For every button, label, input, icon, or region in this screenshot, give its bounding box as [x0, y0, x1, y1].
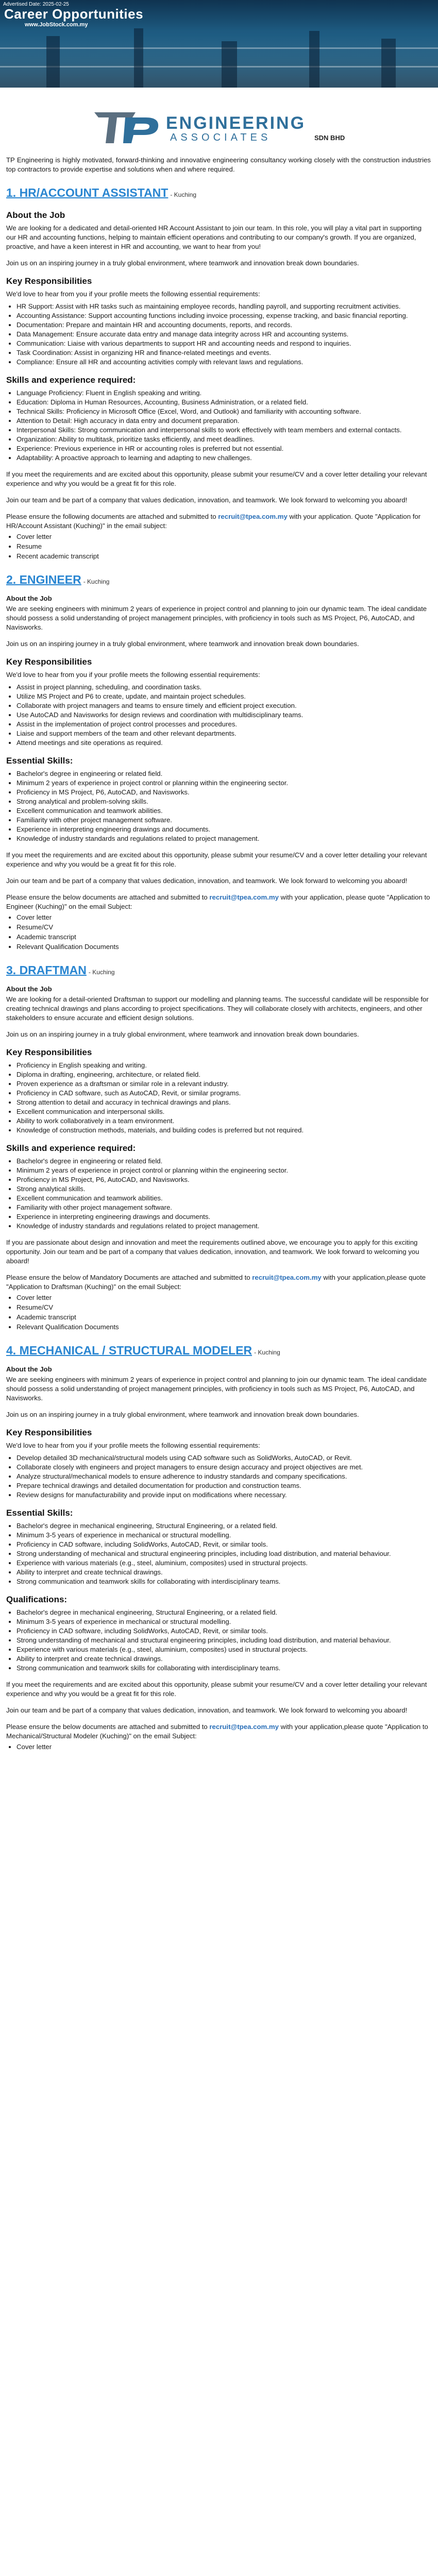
list-item: • Accounting Assistance: Support accounting functions including invoice processing, expense tracking, and basic financial reporting.	[16, 311, 431, 320]
skills-list	[6, 388, 431, 463]
list-item: • Academic transcript	[16, 1312, 431, 1322]
company-logo	[0, 112, 438, 143]
list-item: • Excellent communication and teamwork abilities.	[16, 1194, 431, 1203]
job-location: - Kuching	[83, 578, 110, 585]
brand-logo	[4, 6, 143, 22]
list-item: • Strong communication and teamwork skills for collaborating with interdisciplinary teams.	[16, 1664, 431, 1673]
job-title-text: 3. DRAFTMAN	[6, 963, 87, 977]
list-item: • Resume/CV	[16, 922, 431, 932]
job-section-3	[6, 963, 431, 1332]
apply-text: If you meet the requirements and are excited about this opportunity, please submit your resume/CV and a cover letter detailing your relevant experience and why you would be a great fit for this role.	[6, 470, 427, 487]
list-item: • Excellent communication and teamwork abilities.	[16, 806, 431, 816]
join-text: Join us on an inspiring journey in a truly global environment, where teamwork and innovation break down boundaries.	[6, 1411, 359, 1418]
job-title-text: 2. ENGINEER	[6, 573, 81, 586]
company-name-top: ENGINEERING	[166, 113, 306, 133]
list-item: • Resume/CV	[16, 1302, 431, 1312]
list-item: • Education: Diploma in Human Resources, Accounting, Business Administration, or a related field.	[16, 398, 431, 407]
responsibilities-heading: Key Responsibilities	[6, 276, 92, 286]
job-location: - Kuching	[88, 969, 115, 976]
about-text: We are looking for a detail-oriented Draftsman to support our modelling and planning teams. The successful candidate will be responsible for creating technical drawings and plans according to project specifications. They will collaborate closely with architects, engineers, and other stakeholders to ensure accurate and efficient design solutions.	[6, 995, 429, 1022]
list-item: • Interpersonal Skills: Strong communication and interpersonal skills to work effectively with team members and external contacts.	[16, 426, 431, 435]
about-text: We are seeking engineers with minimum 2 years of experience in project control and planning to join our dynamic team. The ideal candidate should possess a solid understanding of project management principles, with proficiency in tools such as MS Project, P6, AutoCAD, and Navisworks.	[6, 605, 427, 631]
list-item: • Proficiency in CAD software, such as AutoCAD, Revit, or similar programs.	[16, 1089, 431, 1098]
list-item: • Experience with various materials (e.g., steel, aluminium, composites) used in structural projects.	[16, 1558, 431, 1568]
about-heading: About the Job	[6, 985, 52, 993]
advertised-date: Advertised Date: 2025-02-25	[3, 2, 69, 7]
docs-intro-a: Please ensure the below documents are attached and submitted to	[6, 1723, 210, 1731]
list-item: • Strong understanding of mechanical and structural engineering principles, including load distribution, and material behaviour.	[16, 1549, 431, 1558]
list-item: • Liaise and support members of the team and other relevant departments.	[16, 729, 431, 738]
skills-heading: Essential Skills:	[6, 1508, 73, 1518]
recruit-email-link[interactable]: recruit@tpea.com.my	[218, 513, 288, 520]
list-item: • Bachelor's degree in engineering or related field.	[16, 769, 431, 778]
job-section-1	[6, 185, 431, 561]
list-item: • Relevant Qualification Documents	[16, 942, 431, 952]
list-item: • Prepare technical drawings and detailed documentation for production and construction teams.	[16, 1481, 431, 1490]
list-item: • Bachelor's degree in mechanical engineering, Structural Engineering, or a related field.	[16, 1608, 431, 1617]
list-item: • Experience in interpreting engineering drawings and documents.	[16, 825, 431, 834]
join-text: Join us on an inspiring journey in a truly global environment, where teamwork and innovation break down boundaries.	[6, 1030, 359, 1038]
skills-list	[6, 1157, 431, 1231]
job-section-4	[6, 1343, 431, 1752]
list-item: • Utilize MS Project and P6 to create, update, and maintain project schedules.	[16, 692, 431, 701]
list-item: • Proficiency in CAD software, including SolidWorks, AutoCAD, Revit, or similar tools.	[16, 1540, 431, 1549]
responsibilities-intro: We'd love to hear from you if your profile meets the following essential requirements:	[6, 290, 260, 298]
list-item: • Collaborate with project managers and teams to ensure timely and efficient project execution.	[16, 701, 431, 710]
list-item: • Compliance: Ensure all HR and accounting activities comply with relevant laws and regulations.	[16, 358, 431, 367]
recruit-email-link[interactable]: recruit@tpea.com.my	[209, 893, 279, 901]
job-section-2	[6, 572, 431, 952]
list-item: • Knowledge of industry standards and regulations related to project management.	[16, 1222, 431, 1231]
list-item: • Relevant Qualification Documents	[16, 1322, 431, 1332]
list-item: • Ability to interpret and create technical drawings.	[16, 1568, 431, 1577]
brand-url: www.JobStock.com.my	[25, 22, 88, 28]
about-heading: About the Job	[6, 210, 65, 220]
list-item: • Ability to work collaboratively in a team environment.	[16, 1116, 431, 1126]
list-item: • Strong communication and teamwork skills for collaborating with interdisciplinary teams.	[16, 1577, 431, 1586]
job-title	[6, 572, 431, 589]
list-item: • Ability to interpret and create technical drawings.	[16, 1654, 431, 1664]
list-item: • Minimum 2 years of experience in project control or planning within the engineering sector.	[16, 1166, 431, 1175]
skills-heading: Essential Skills:	[6, 756, 73, 766]
list-item: • Cover letter	[16, 1293, 431, 1302]
responsibilities-list	[6, 302, 431, 367]
list-item: • Proven experience as a draftsman or similar role in a relevant industry.	[16, 1079, 431, 1089]
join-text: Join us on an inspiring journey in a truly global environment, where teamwork and innovation break down boundaries.	[6, 640, 359, 648]
content	[6, 156, 431, 1759]
list-item: • Strong analytical skills.	[16, 1184, 431, 1194]
brand-word-opportunities: Opportunities	[52, 6, 144, 22]
apply-text: If you meet the requirements and are excited about this opportunity, please submit your resume/CV and a cover letter detailing your relevant experience and why you would be a great fit for this role.	[6, 1681, 427, 1698]
docs-intro-b: with your application. Quote "Application for HR/Account Assistant (Kuching)" in the email subject:	[6, 513, 421, 530]
team-text: Join our team and be part of a company that values dedication, innovation, and teamwork. We look forward to welcoming you aboard!	[6, 1706, 408, 1714]
qualifications-list	[6, 1608, 431, 1673]
job-location: - Kuching	[170, 191, 197, 198]
list-item: • Minimum 2 years of experience in project control or planning within the engineering sector.	[16, 778, 431, 788]
list-item: • Develop detailed 3D mechanical/structural models using CAD software such as SolidWorks, AutoCAD, or Revit.	[16, 1453, 431, 1463]
join-text: Join us on an inspiring journey in a truly global environment, where teamwork and innovation break down boundaries.	[6, 259, 359, 267]
team-text: Join our team and be part of a company that values dedication, innovation, and teamwork. We look forward to welcoming you aboard!	[6, 877, 408, 885]
brand-word-career: Career	[4, 6, 48, 22]
skills-heading: Skills and experience required:	[6, 375, 136, 385]
list-item: • Communication: Liaise with various departments to support HR and accounting needs and respond to inquiries.	[16, 339, 431, 348]
list-item: • Strong analytical and problem-solving skills.	[16, 797, 431, 806]
list-item: • Familiarity with other project management software.	[16, 816, 431, 825]
list-item: • Academic transcript	[16, 932, 431, 942]
list-item: • Use AutoCAD and Navisworks for design reviews and coordination with multidisciplinary teams.	[16, 710, 431, 720]
list-item: • Bachelor's degree in engineering or related field.	[16, 1157, 431, 1166]
about-heading: About the Job	[6, 595, 52, 602]
list-item: • Experience with various materials (e.g., steel, aluminium, composites) used in structural projects.	[16, 1645, 431, 1654]
apply-text: If you meet the requirements and are excited about this opportunity, please submit your resume/CV and a cover letter detailing your relevant experience and why you would be a great fit for this role.	[6, 851, 427, 868]
list-item: • Proficiency in English speaking and writing.	[16, 1061, 431, 1070]
docs-intro-a: Please ensure the below of Mandatory Documents are attached and submitted to	[6, 1274, 252, 1281]
list-item: • Diploma in drafting, engineering, architecture, or related field.	[16, 1070, 431, 1079]
list-item: • Experience in interpreting engineering drawings and documents.	[16, 1212, 431, 1222]
responsibilities-intro: We'd love to hear from you if your profile meets the following essential requirements:	[6, 1442, 260, 1449]
docs-intro-b: with your application,please quote "Application to Mechanical/Structural Modeler (Kuching)" on the email Subject:	[6, 1723, 428, 1740]
list-item: • Strong understanding of mechanical and structural engineering principles, including load distribution, and material behaviour.	[16, 1636, 431, 1645]
list-item: • Minimum 3-5 years of experience in mechanical or structural modelling.	[16, 1531, 431, 1540]
list-item: • Excellent communication and interpersonal skills.	[16, 1107, 431, 1116]
list-item: • Assist in project planning, scheduling, and coordination tasks.	[16, 683, 431, 692]
list-item: • Task Coordination: Assist in organizing HR and finance-related meetings and events.	[16, 348, 431, 358]
list-item: • Technical Skills: Proficiency in Microsoft Office (Excel, Word, and Outlook) and familiarity with accounting software.	[16, 407, 431, 416]
responsibilities-heading: Key Responsibilities	[6, 1428, 92, 1437]
list-item: • Cover letter	[16, 912, 431, 922]
list-item: • Proficiency in MS Project, P6, AutoCAD, and Navisworks.	[16, 1175, 431, 1184]
responsibilities-heading: Key Responsibilities	[6, 1047, 92, 1057]
job-title-text: 1. HR/ACCOUNT ASSISTANT	[6, 186, 169, 199]
list-item: • Cover letter	[16, 1742, 431, 1752]
list-item: • Data Management: Ensure accurate data entry and manage data integrity across HR and accounting systems.	[16, 330, 431, 339]
list-item: • Review designs for manufacturability and provide input on modifications where necessary.	[16, 1490, 431, 1500]
about-text: We are seeking engineers with minimum 2 years of experience in project control and planning to join our dynamic team. The ideal candidate should possess a solid understanding of project management principles, with proficiency in tools such as MS Project, P6, AutoCAD, and Navisworks.	[6, 1376, 427, 1402]
list-item: • Assist in the implementation of project control processes and procedures.	[16, 720, 431, 729]
recruit-email-link[interactable]: recruit@tpea.com.my	[252, 1274, 322, 1281]
responsibilities-heading: Key Responsibilities	[6, 657, 92, 667]
company-intro: TP Engineering is highly motivated, forward-thinking and innovative engineering consultancy working closely with the construction industries top contractors to provide expertise and solutions when and where required.	[6, 156, 431, 173]
docs-intro-a: Please ensure the below documents are attached and submitted to	[6, 893, 210, 901]
list-item: • Collaborate closely with engineers and project managers to ensure design accuracy and project objectives are met.	[16, 1463, 431, 1472]
recruit-email-link[interactable]: recruit@tpea.com.my	[209, 1723, 279, 1731]
list-item: • HR Support: Assist with HR tasks such as maintaining employee records, handling payroll, and supporting recruitment activities.	[16, 302, 431, 311]
list-item: • Proficiency in MS Project, P6, AutoCAD, and Navisworks.	[16, 788, 431, 797]
list-item: • Analyze structural/mechanical models to ensure adherence to industry standards and company specifications.	[16, 1472, 431, 1481]
docs-intro	[6, 512, 431, 531]
apply-text: If you are passionate about design and innovation and meet the requirements outlined above, we encourage you to apply for this exciting opportunity. Join our team and be part of a company that values dedication, innovation, and teamwork. We look forward to welcoming you aboard!	[6, 1239, 419, 1265]
list-item: • Attend meetings and site operations as required.	[16, 738, 431, 748]
responsibilities-list	[6, 1453, 431, 1500]
documents-list	[6, 532, 431, 561]
list-item: • Knowledge of construction methods, materials, and building codes is preferred but not required.	[16, 1126, 431, 1135]
responsibilities-list	[6, 1061, 431, 1135]
list-item: • Bachelor's degree in mechanical engineering, Structural Engineering, or a related field.	[16, 1521, 431, 1531]
about-heading: About the Job	[6, 1365, 52, 1373]
company-suffix: SDN BHD	[314, 134, 345, 142]
documents-list	[6, 1293, 431, 1332]
list-item: • Language Proficiency: Fluent in English speaking and writing.	[16, 388, 431, 398]
job-title	[6, 185, 431, 202]
documents-list	[6, 1742, 431, 1752]
docs-intro-b: with your application,please quote "Application to Draftsman (Kuching)" on the email Subject:	[6, 1274, 426, 1291]
skills-list	[6, 769, 431, 843]
list-item: • Strong attention to detail and accuracy in technical drawings and plans.	[16, 1098, 431, 1107]
team-text: Join our team and be part of a company that values dedication, innovation, and teamwork. We look forward to welcoming you aboard!	[6, 496, 408, 504]
qualifications-heading: Qualifications:	[6, 1595, 68, 1604]
list-item: • Minimum 3-5 years of experience in mechanical or structural modelling.	[16, 1617, 431, 1626]
job-location: - Kuching	[254, 1349, 280, 1356]
docs-intro	[6, 1722, 431, 1741]
list-item: • Proficiency in CAD software, including SolidWorks, AutoCAD, Revit, or similar tools.	[16, 1626, 431, 1636]
list-item: • Familiarity with other project management software.	[16, 1203, 431, 1212]
docs-intro	[6, 893, 431, 911]
job-title	[6, 1343, 431, 1360]
list-item: • Cover letter	[16, 532, 431, 541]
documents-list	[6, 912, 431, 952]
list-item: • Documentation: Prepare and maintain HR and accounting documents, reports, and records.	[16, 320, 431, 330]
company-name-bottom: ASSOCIATES	[170, 132, 272, 143]
header-banner	[0, 0, 438, 88]
list-item: • Recent academic transcript	[16, 551, 431, 561]
docs-intro	[6, 1273, 431, 1292]
list-item: • Knowledge of industry standards and regulations related to project management.	[16, 834, 431, 843]
docs-intro-b: with your application, please quote "Application to Engineer (Kuching)" on the email Subject:	[6, 893, 430, 910]
responsibilities-intro: We'd love to hear from you if your profile meets the following essential requirements:	[6, 671, 260, 679]
list-item: • Organization: Ability to multitask, prioritize tasks efficiently, and meet deadlines.	[16, 435, 431, 444]
skills-heading: Skills and experience required:	[6, 1143, 136, 1153]
tp-logo-mark-icon	[94, 112, 161, 143]
responsibilities-list	[6, 683, 431, 748]
about-text: We are looking for a dedicated and detail-oriented HR Account Assistant to join our team. In this role, you will play a vital part in supporting our HR and accounting functions, helping to maintain efficient operations and contributing to our company's growth. If you are organized, proactive, and have a keen interest in HR and accounting, we want to hear from you!	[6, 224, 422, 250]
list-item: • Adaptability: A proactive approach to learning and adapting to new challenges.	[16, 453, 431, 463]
list-item: • Experience: Previous experience in HR or accounting roles is preferred but not essential.	[16, 444, 431, 453]
docs-intro-a: Please ensure the following documents are attached and submitted to	[6, 513, 218, 520]
skills-list	[6, 1521, 431, 1586]
list-item: • Attention to Detail: High accuracy in data entry and document preparation.	[16, 416, 431, 426]
list-item: • Resume	[16, 541, 431, 551]
job-title-text: 4. MECHANICAL / STRUCTURAL MODELER	[6, 1344, 252, 1357]
job-title	[6, 963, 431, 979]
